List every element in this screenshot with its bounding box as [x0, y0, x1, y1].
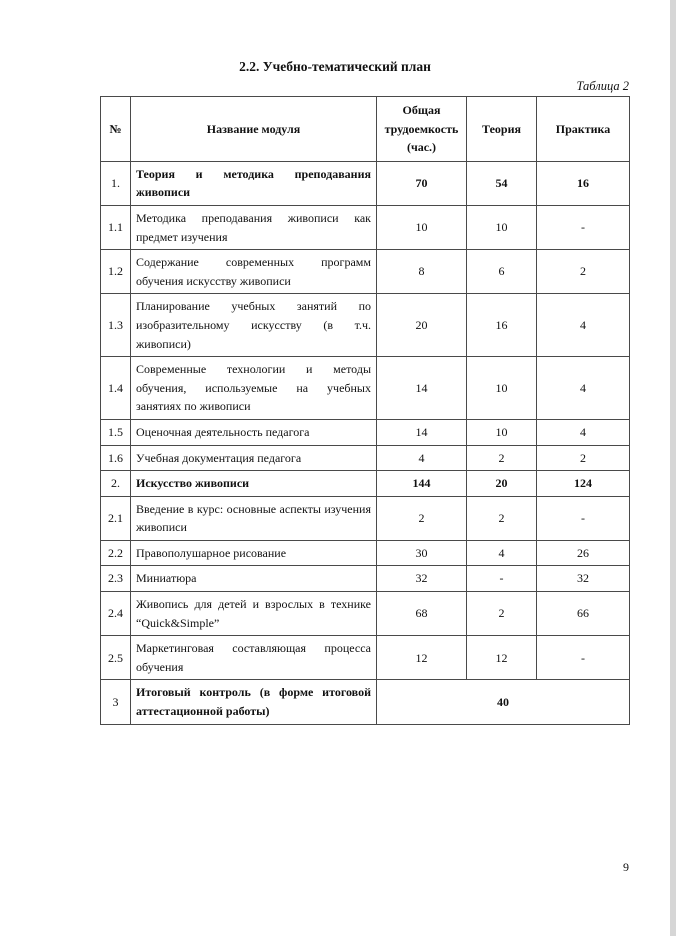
total-hours-cell: 14: [377, 419, 467, 445]
table-header-row: [101, 97, 630, 162]
total-hours-cell: 20: [377, 294, 467, 357]
row-number-cell: 2.2: [101, 540, 131, 566]
practice-cell: 16: [537, 161, 630, 205]
table-row: [101, 445, 630, 471]
practice-cell: 32: [537, 566, 630, 592]
page-title: 2.2. Учебно-тематический план: [239, 59, 431, 74]
merged-total-cell: 40: [377, 680, 630, 724]
module-name-cell: Учебная документация педагога: [131, 445, 377, 471]
row-number-cell: 1.1: [101, 205, 131, 249]
theory-cell: 16: [467, 294, 537, 357]
practice-cell: 4: [537, 294, 630, 357]
practice-cell: -: [537, 636, 630, 680]
total-hours-cell: 68: [377, 592, 467, 636]
page-edge-shadow: [670, 0, 676, 936]
module-name-cell: Методика преподавания живописи как предмет изучения: [131, 205, 377, 249]
theory-cell: 2: [467, 592, 537, 636]
practice-cell: 26: [537, 540, 630, 566]
theory-cell: 4: [467, 540, 537, 566]
module-name-cell: Правополушарное рисование: [131, 540, 377, 566]
practice-cell: -: [537, 496, 630, 540]
theory-cell: 20: [467, 471, 537, 497]
total-hours-cell: 4: [377, 445, 467, 471]
table-row: [101, 636, 630, 680]
module-name-cell: Содержание современных программ обучения искусству живописи: [131, 250, 377, 294]
module-name-cell: Итоговый контроль (в форме итоговой аттестационной работы): [131, 680, 377, 724]
table-row: [101, 496, 630, 540]
theory-cell: 10: [467, 205, 537, 249]
header-number: №: [101, 97, 131, 162]
module-name-cell: Искусство живописи: [131, 471, 377, 497]
row-number-cell: 2.1: [101, 496, 131, 540]
table-row: [101, 161, 630, 205]
practice-cell: 124: [537, 471, 630, 497]
module-name-cell: Оценочная деятельность педагога: [131, 419, 377, 445]
table-body: [101, 161, 630, 724]
theory-cell: 6: [467, 250, 537, 294]
row-number-cell: 2.3: [101, 566, 131, 592]
table-row: [101, 592, 630, 636]
total-hours-cell: 12: [377, 636, 467, 680]
row-number-cell: 2.: [101, 471, 131, 497]
header-theory: Теория: [467, 97, 537, 162]
total-hours-cell: 10: [377, 205, 467, 249]
curriculum-table: [100, 96, 630, 725]
table-row: [101, 205, 630, 249]
header-practice: Практика: [537, 97, 630, 162]
row-number-cell: 1.6: [101, 445, 131, 471]
theory-cell: 12: [467, 636, 537, 680]
theory-cell: -: [467, 566, 537, 592]
module-name-cell: Планирование учебных занятий по изобразительному искусству (в т.ч. живописи): [131, 294, 377, 357]
total-hours-cell: 8: [377, 250, 467, 294]
row-number-cell: 3: [101, 680, 131, 724]
table-caption: Таблица 2: [576, 79, 629, 93]
total-hours-cell: 144: [377, 471, 467, 497]
table-row: [101, 540, 630, 566]
table-row: [101, 680, 630, 724]
practice-cell: -: [537, 205, 630, 249]
total-hours-cell: 32: [377, 566, 467, 592]
row-number-cell: 1.2: [101, 250, 131, 294]
theory-cell: 54: [467, 161, 537, 205]
table-row: [101, 250, 630, 294]
total-hours-cell: 30: [377, 540, 467, 566]
practice-cell: 2: [537, 445, 630, 471]
table-row: [101, 357, 630, 420]
total-hours-cell: 2: [377, 496, 467, 540]
module-name-cell: Миниатюра: [131, 566, 377, 592]
row-number-cell: 1.: [101, 161, 131, 205]
practice-cell: 2: [537, 250, 630, 294]
theory-cell: 10: [467, 419, 537, 445]
page-number: 9: [623, 860, 629, 874]
table-row: [101, 419, 630, 445]
row-number-cell: 2.5: [101, 636, 131, 680]
total-hours-cell: 14: [377, 357, 467, 420]
table-row: [101, 294, 630, 357]
practice-cell: 4: [537, 357, 630, 420]
row-number-cell: 1.4: [101, 357, 131, 420]
table-row: [101, 471, 630, 497]
table-row: [101, 566, 630, 592]
row-number-cell: 2.4: [101, 592, 131, 636]
theory-cell: 10: [467, 357, 537, 420]
module-name-cell: Живопись для детей и взрослых в технике “Quick&Simple”: [131, 592, 377, 636]
theory-cell: 2: [467, 496, 537, 540]
module-name-cell: Маркетинговая составляющая процесса обучения: [131, 636, 377, 680]
row-number-cell: 1.5: [101, 419, 131, 445]
header-module-name: Название модуля: [131, 97, 377, 162]
total-hours-cell: 70: [377, 161, 467, 205]
header-total-hours: Общая трудоемкость (час.): [377, 97, 467, 162]
practice-cell: 66: [537, 592, 630, 636]
practice-cell: 4: [537, 419, 630, 445]
module-name-cell: Введение в курс: основные аспекты изучения живописи: [131, 496, 377, 540]
theory-cell: 2: [467, 445, 537, 471]
module-name-cell: Теория и методика преподавания живописи: [131, 161, 377, 205]
module-name-cell: Современные технологии и методы обучения, используемые на учебных занятиях по живописи: [131, 357, 377, 420]
row-number-cell: 1.3: [101, 294, 131, 357]
